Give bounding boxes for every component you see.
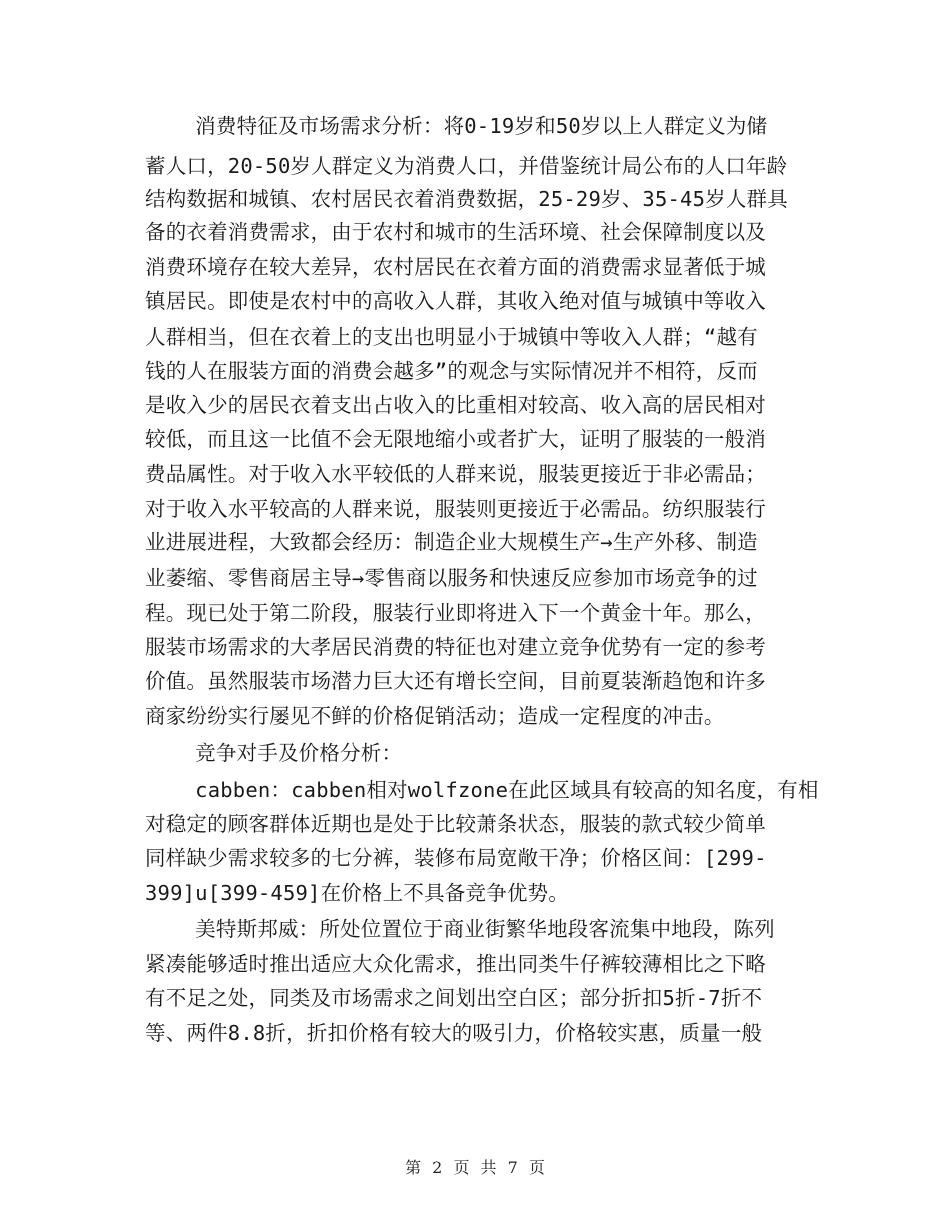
text-line: 紧凑能够适时推出适应大众化需求，推出同类牛仔裤较薄相比之下略 — [145, 952, 766, 976]
text-line: 有不足之处，同类及市场需求之间划出空白区；部分折扣5折-7折不 — [145, 986, 763, 1010]
text-line: 业进展进程，大致都会经历：制造企业大规模生产→生产外移、制造 — [145, 530, 758, 554]
text-line: 较低，而且这一比值不会无限地缩小或者扩大，证明了服装的一般消 — [145, 427, 766, 451]
text-line: cabben：cabben相对wolfzone在此区域具有较高的知名度，有相 — [145, 778, 819, 802]
text-line: 价值。虽然服装市场潜力巨大还有增长空间，目前夏装渐趋饱和许多 — [145, 669, 766, 693]
text-line: 钱的人在服装方面的消费会越多”的观念与实际情况并不相符，反而 — [145, 359, 758, 383]
text-line: 消费特征及市场需求分析：将0-19岁和50岁以上人群定义为储 — [145, 114, 768, 138]
text-line: 对于收入水平较高的人群来说，服装则更接近于必需品。纺织服装行 — [145, 497, 766, 521]
text-line: 备的衣着消费需求，由于农村和城市的生活环境、社会保障制度以及 — [145, 220, 766, 244]
text-line: 人群相当，但在衣着上的支出也明显小于城镇中等收入人群；“越有 — [145, 325, 758, 349]
text-line: 蓄人口，20-50岁人群定义为消费人口，并借鉴统计局公布的人口年龄 — [145, 154, 788, 178]
text-line: 399]u[399-459]在价格上不具备竞争优势。 — [145, 881, 569, 905]
text-line: 费品属性。对于收入水平较低的人群来说，服装更接近于非必需品； — [145, 462, 766, 486]
text-line: 等、两件8.8折，折扣价格有较大的吸引力，价格较实惠，质量一般 — [145, 1021, 763, 1045]
text-line: 同样缺少需求较多的七分裤，装修布局宽敞干净；价格区间：[299- — [145, 846, 767, 870]
text-line: 结构数据和城镇、农村居民衣着消费数据，25-29岁、35-45岁人群具 — [145, 187, 788, 211]
text-line: 程。现已处于第二阶段，服装行业即将进入下一个黄金十年。那么， — [145, 601, 766, 625]
text-line: 镇居民。即使是农村中的高收入人群，其收入绝对值与城镇中等收入 — [145, 289, 766, 313]
text-line: 消费环境存在较大差异，农村居民在衣着方面的消费需求显著低于城 — [145, 255, 766, 279]
text-line: 对稳定的顾客群体近期也是处于比较萧条状态，服装的款式较少简单 — [145, 812, 766, 836]
text-line: 美特斯邦威：所处位置位于商业街繁华地段客流集中地段，陈列 — [145, 917, 775, 941]
text-line: 商家纷纷实行屡见不鲜的价格促销活动；造成一定程度的冲击。 — [145, 704, 725, 728]
text-line: 服装市场需求的大孝居民消费的特征也对建立竞争优势有一定的参考 — [145, 635, 766, 659]
text-line: 是收入少的居民衣着支出占收入的比重相对较高、收入高的居民相对 — [145, 393, 766, 417]
text-line: 竞争对手及价格分析： — [145, 741, 403, 765]
text-line: 业萎缩、零售商居主导→零售商以服务和快速反应参加市场竞争的过 — [145, 566, 758, 590]
page-footer: 第 2 页 共 7 页 — [405, 1158, 545, 1177]
